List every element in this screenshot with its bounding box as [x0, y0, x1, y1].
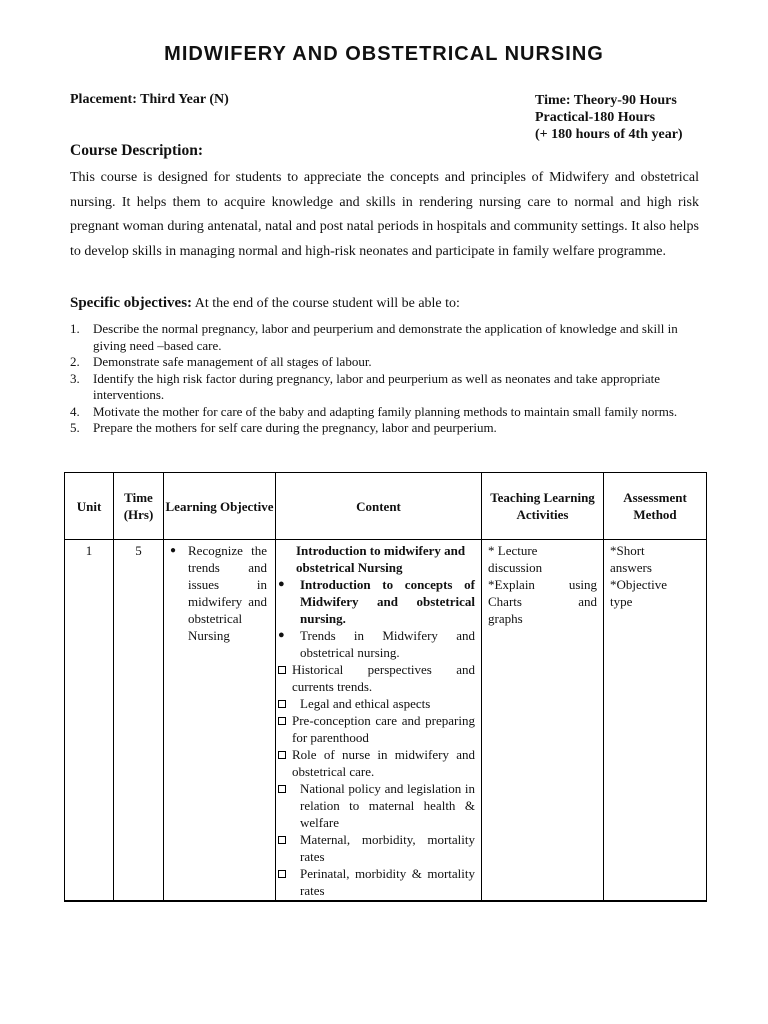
course-description-text: This course is designed for students to appreciate the concepts and principles of Midwifery and obstetrical nursing. It helps them to acquire knowledge and skills in rendering nursing care to normal and high risk pregnant woman during antenatal, natal and post natal periods in hospitals and community settings. It also helps to develop skills in managing normal and high-risk neonates and participate in family welfare programme.: [70, 170, 699, 259]
table-row: [65, 540, 707, 902]
teaching-line: discussion: [488, 560, 543, 575]
content-sub-item-text: National policy and legislation in relation to maternal health & welfare: [300, 781, 475, 830]
content-bold-item-text: Introduction to concepts of Midwifery and obstetrical nursing.: [300, 577, 475, 626]
table-header-row: [65, 473, 707, 540]
bullet-icon: ●: [278, 629, 285, 641]
objective-number: 1.: [70, 321, 80, 336]
placement-info: Placement: Third Year (N): [70, 92, 229, 107]
objective-item: [70, 354, 710, 371]
time-practical: Practical-180 Hours: [535, 110, 656, 125]
content-sub-item: [278, 780, 475, 831]
specific-objectives-line: [70, 295, 460, 312]
objective-item: [70, 371, 710, 404]
objective-number: 2.: [70, 354, 80, 369]
specific-objectives-intro: At the end of the course student will be able to:: [192, 296, 460, 311]
content-sub-item: [278, 712, 475, 746]
content-bold-item: [278, 576, 475, 627]
header-learning-objective: Learning Objective: [164, 473, 276, 540]
content-sub-item: [278, 865, 475, 899]
square-bullet-icon: [278, 751, 286, 759]
header-teaching-activities: Teaching Learning Activities: [482, 473, 604, 540]
content-sub-item-text: Historical perspectives and currents trends.: [292, 662, 475, 694]
objective-number: 3.: [70, 370, 80, 386]
assessment-line: answers: [610, 560, 652, 575]
cell-teaching-activities: [482, 540, 604, 902]
teaching-line: Charts and: [488, 594, 597, 609]
content-item-text: Trends in Midwifery and obstetrical nursing.: [300, 628, 475, 660]
header-time: Time (Hrs): [114, 473, 164, 540]
content-sub-item: [278, 661, 475, 695]
header-content: Content: [276, 473, 482, 540]
time-extra: (+ 180 hours of 4th year): [535, 127, 683, 142]
objective-number: 5.: [70, 420, 80, 435]
objective-number: 4.: [70, 403, 80, 419]
square-bullet-icon: [278, 870, 286, 878]
bullet-icon: ●: [278, 578, 285, 590]
square-bullet-icon: [278, 700, 286, 708]
teaching-line: graphs: [488, 611, 523, 626]
header-unit: Unit: [65, 473, 114, 540]
content-item: [278, 627, 475, 661]
cell-learning-objective: [164, 540, 276, 902]
assessment-line: *Objective: [610, 577, 668, 592]
content-sub-item-text: Pre-conception care and preparing for parenthood: [292, 713, 475, 745]
objective-text: Identify the high risk factor during pregnancy, labor and peurperium as well as neonates and take appropriate interventions.: [93, 370, 660, 402]
objective-text: Describe the normal pregnancy, labor and peurperium and demonstrate the application of knowledge and skill in giving need –based care.: [93, 321, 678, 353]
content-sub-item-text: Maternal, morbidity, mortality rates: [300, 832, 475, 864]
specific-objectives-heading: Specific objectives:: [70, 295, 193, 311]
content-sub-item: [278, 831, 475, 865]
square-bullet-icon: [278, 717, 286, 725]
teaching-line: *Explain using: [488, 577, 597, 592]
content-heading: Introduction to midwifery and obstetrical Nursing: [296, 543, 466, 575]
assessment-line: *Short: [610, 543, 645, 558]
content-sub-item-text: Perinatal, morbidity & mortality rates: [300, 866, 475, 898]
objective-item: [70, 404, 710, 421]
learning-objective-text: Recognize the trends and issues in midwifery and obstetrical Nursing: [188, 543, 267, 643]
assessment-line: type: [610, 594, 633, 609]
objectives-list: [70, 321, 710, 437]
cell-content: [276, 540, 482, 902]
objective-item: [70, 321, 710, 354]
content-sub-item-text: Legal and ethical aspects: [300, 696, 431, 711]
cell-unit: 1: [65, 540, 114, 902]
objective-text: Motivate the mother for care of the baby and adapting family planning methods to maintain small family norms.: [93, 403, 678, 419]
document-title: MIDWIFERY AND OBSTETRICAL NURSING: [164, 43, 604, 65]
syllabus-table: [64, 472, 707, 902]
square-bullet-icon: [278, 836, 286, 844]
time-info: [535, 92, 683, 143]
cell-time: 5: [114, 540, 164, 902]
objective-item: [70, 420, 710, 437]
content-sub-item: [278, 746, 475, 780]
course-description-heading: Course Description:: [70, 142, 204, 159]
bullet-icon: ●: [170, 545, 177, 556]
teaching-line: * Lecture: [488, 543, 538, 558]
objective-text: Demonstrate safe management of all stages of labour.: [93, 354, 372, 369]
cell-assessment-method: [604, 540, 707, 902]
objective-text: Prepare the mothers for self care during the pregnancy, labor and peurperium.: [93, 420, 497, 435]
square-bullet-icon: [278, 785, 286, 793]
square-bullet-icon: [278, 666, 286, 674]
header-assessment-method: Assessment Method: [604, 473, 707, 540]
content-sub-item: [278, 695, 475, 712]
time-theory: Time: Theory-90 Hours: [535, 93, 677, 108]
content-sub-item-text: Role of nurse in midwifery and obstetrical care.: [292, 747, 475, 779]
